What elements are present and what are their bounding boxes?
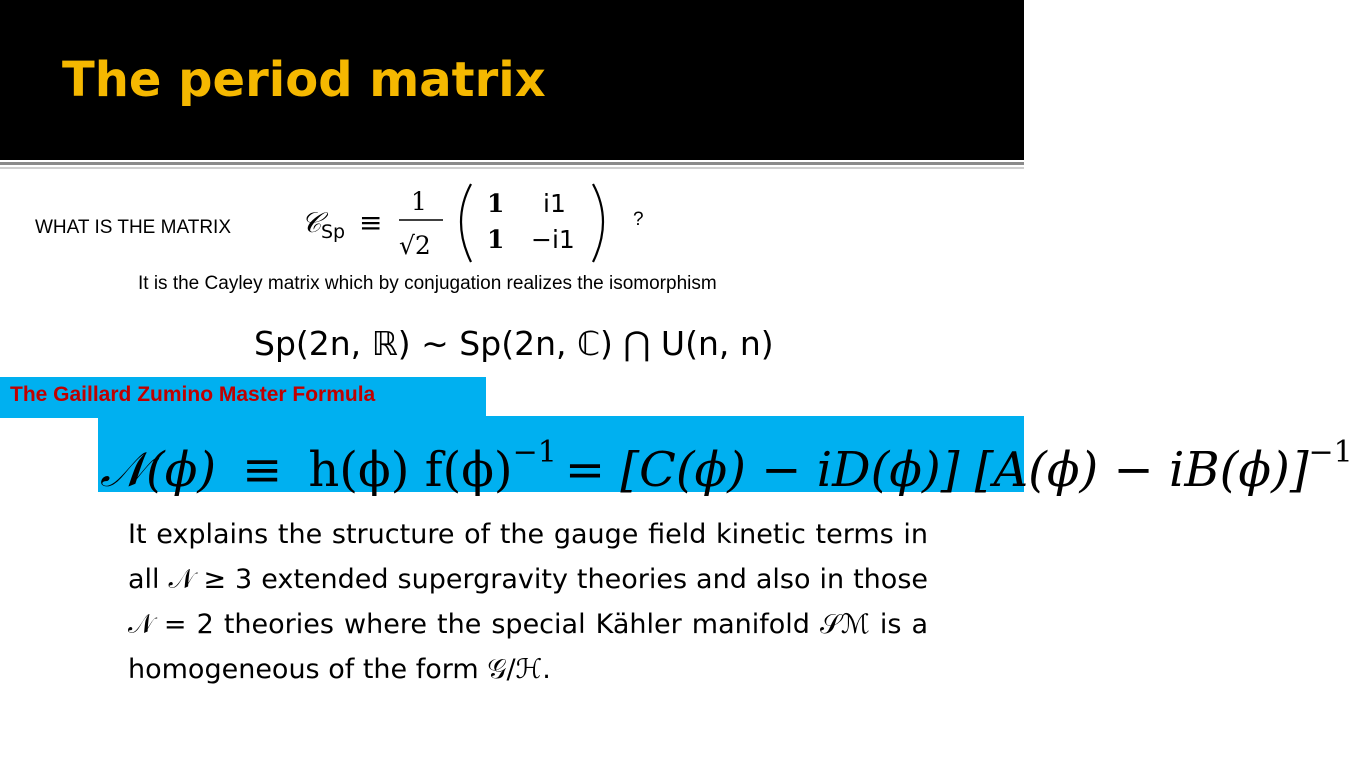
matrix-entry-12: i1	[543, 189, 566, 218]
left-paren	[461, 184, 471, 262]
matrix-question-text: WHAT IS THE MATRIX	[35, 217, 231, 238]
equiv-sign: ≡	[359, 206, 383, 239]
formula-equiv: ≡	[242, 442, 283, 498]
master-formula	[100, 410, 1353, 498]
cayley-matrix-formula	[295, 176, 625, 266]
gaillard-zumino-label: The Gaillard Zumino Master Formula	[10, 383, 376, 406]
right-paren	[593, 184, 603, 262]
title-bar	[0, 0, 1024, 160]
slide-title: The period matrix	[62, 52, 546, 108]
matrix-subscript: Sp	[321, 221, 346, 243]
title-divider-light	[0, 167, 1024, 169]
formula-mid: h(ϕ) f(ϕ)	[308, 442, 513, 498]
formula-exponent-2: −1	[1308, 435, 1353, 470]
matrix-entry-22: −i1	[531, 225, 575, 254]
question-mark: ?	[633, 209, 644, 230]
cayley-note: It is the Cayley matrix which by conjugation realizes the isomorphism	[138, 273, 717, 294]
explanation-paragraph: It explains the structure of the gauge field kinetic terms in all 𝒩 ≥ 3 extended supergravity theories and also in those 𝒩 = 2 theories where the special Kähler manifold 𝒮ℳ is a homogeneous of the form 𝒢/ℋ.	[128, 519, 928, 685]
isomorphism-formula	[250, 315, 890, 371]
formula-rhs: = [C(ϕ) − iD(ϕ)] [A(ϕ) − iB(ϕ)]	[564, 442, 1309, 498]
matrix-entry-21: 1	[487, 225, 505, 254]
isomorphism-text: Sp(2n, ℝ) ∼ Sp(2n, ℂ) ⋂ U(n, n)	[254, 324, 774, 363]
matrix-symbol: 𝒞	[301, 206, 322, 239]
fraction-denominator: √2	[399, 231, 431, 260]
formula-lhs: 𝒩(ϕ)	[100, 442, 217, 498]
matrix-entry-11: 1	[487, 189, 505, 218]
fraction-numerator: 1	[411, 187, 427, 216]
formula-exponent-1: −1	[512, 435, 557, 470]
title-divider	[0, 162, 1024, 165]
